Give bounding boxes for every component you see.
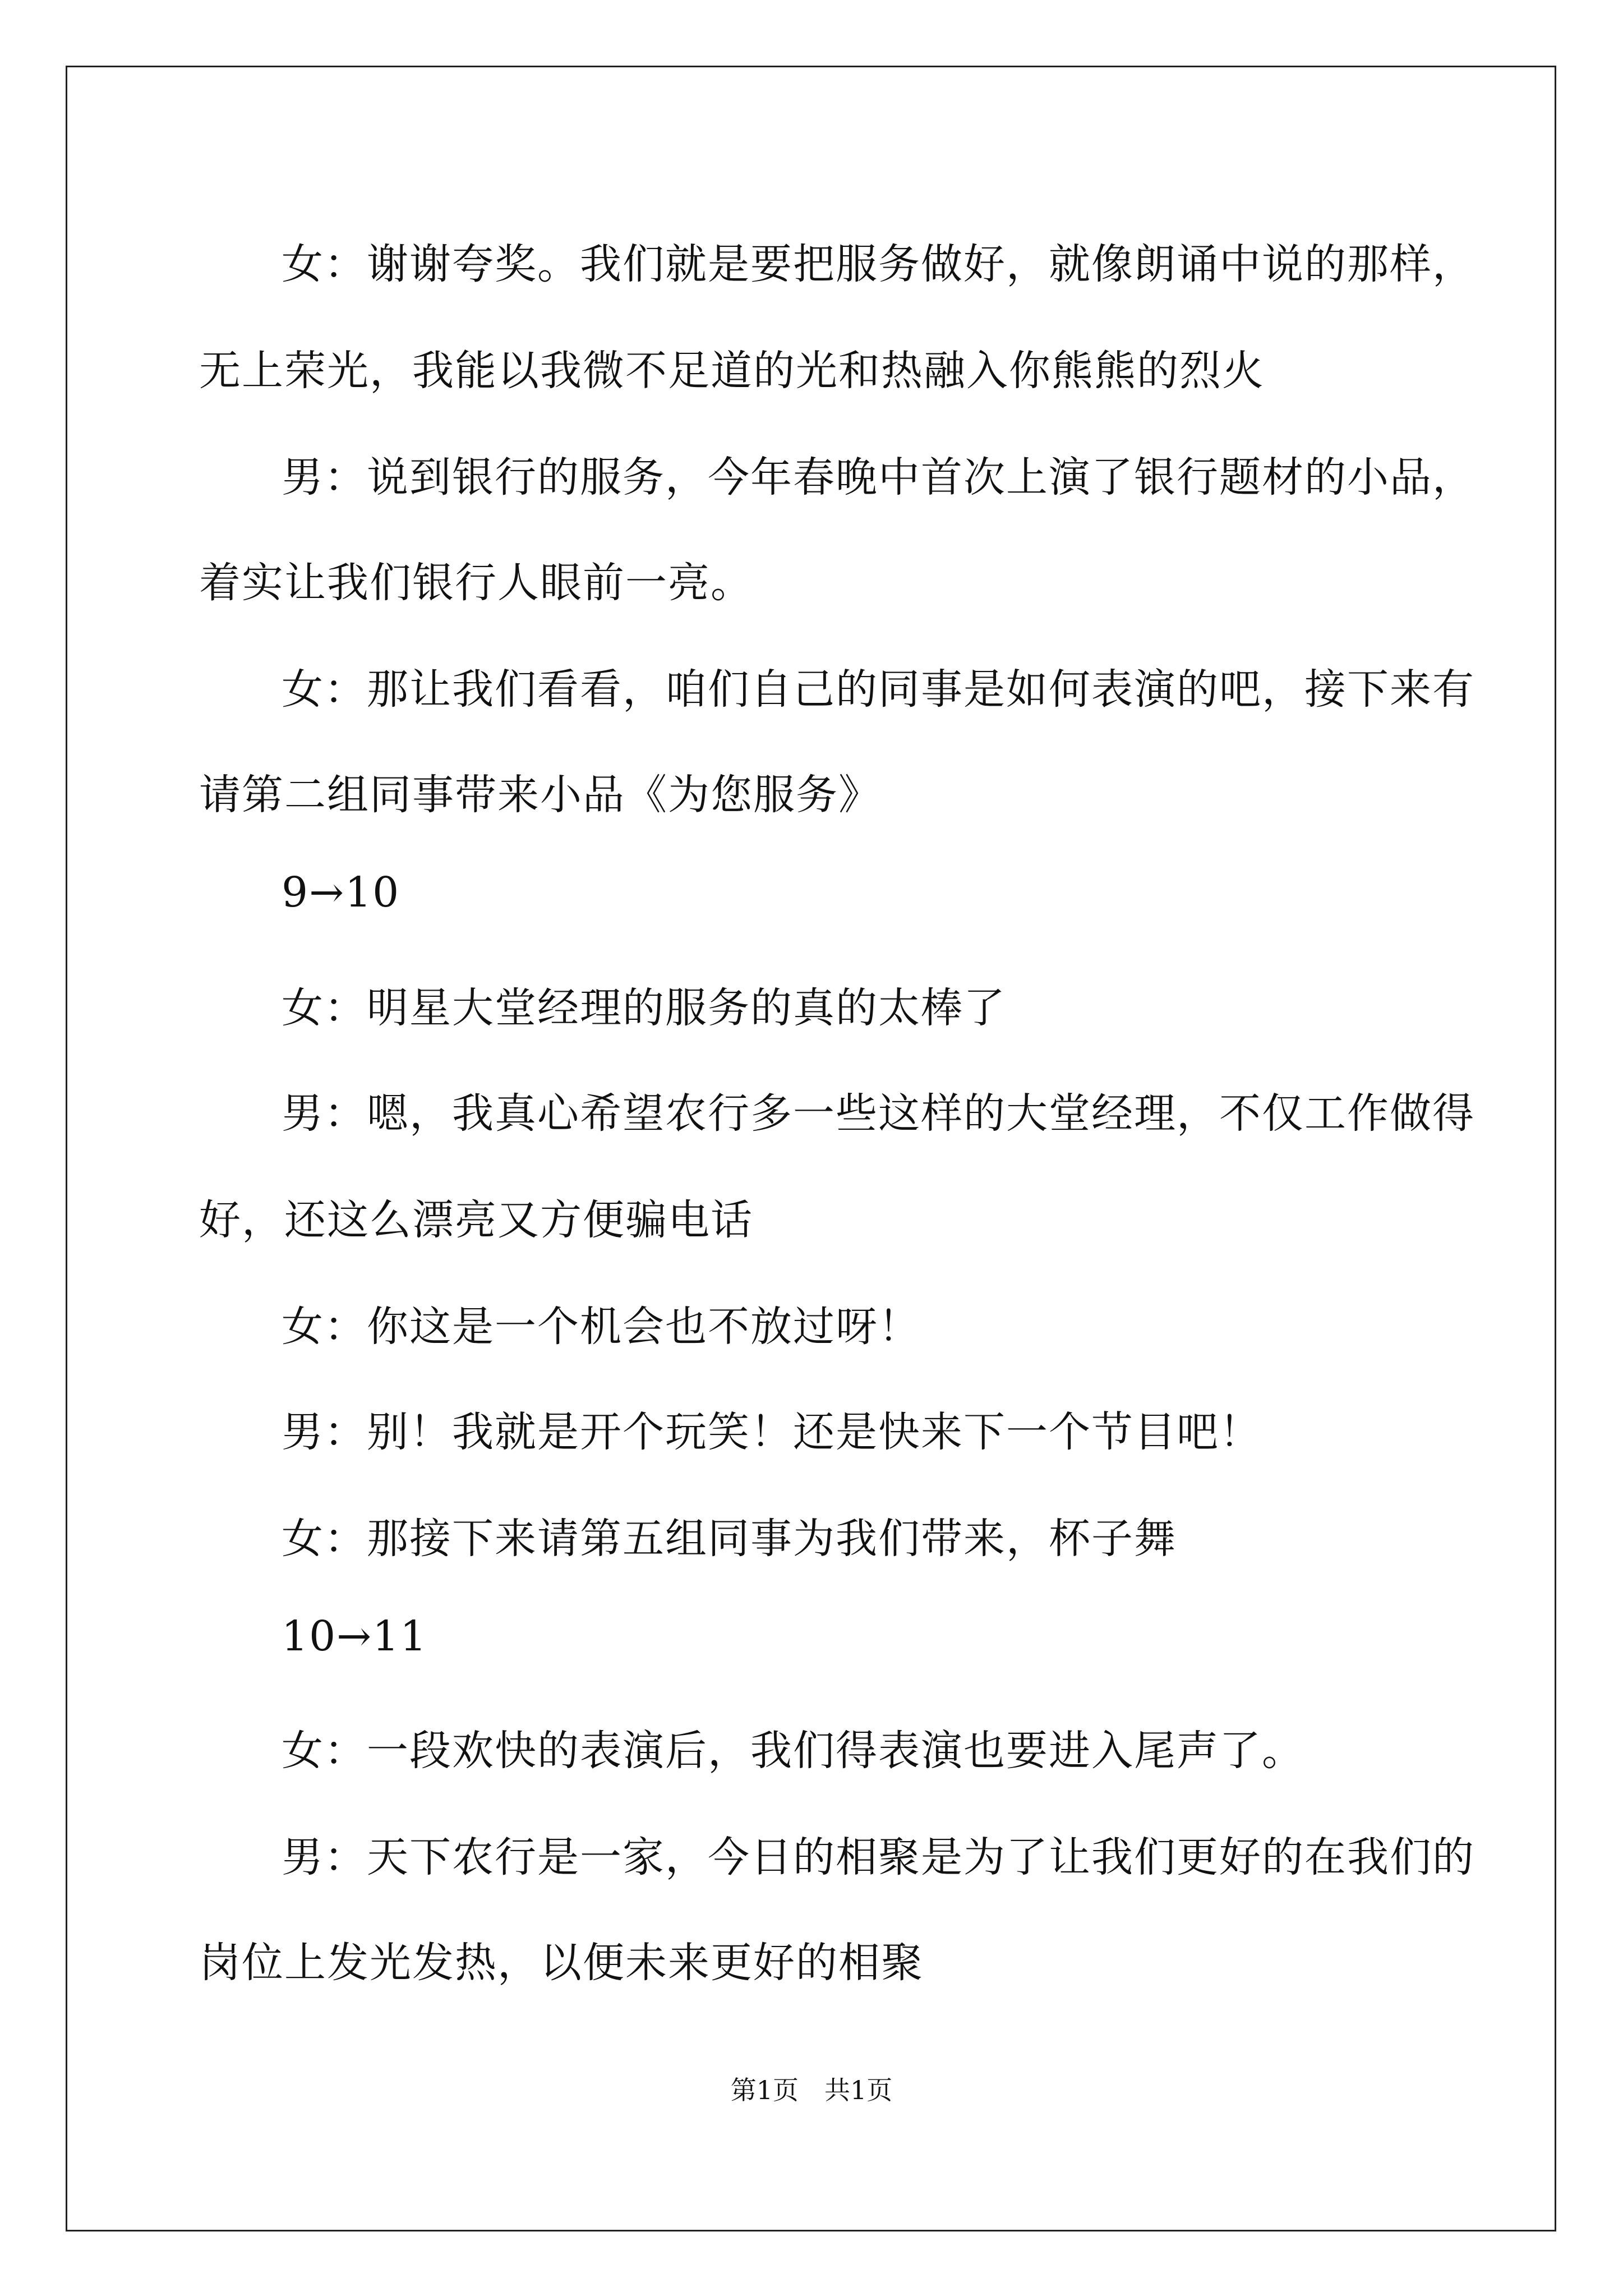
section-marker: 10→11 bbox=[282, 1612, 428, 1660]
paragraph-line: 岗位上发光发热，以便未来更好的相聚 bbox=[199, 1939, 924, 1987]
paragraph-line: 女：谢谢夸奖。我们就是要把服务做好，就像朗诵中说的那样， bbox=[282, 240, 1475, 288]
page-footer: 第1页 共1页 bbox=[730, 2075, 893, 2105]
paragraph-line: 男：别！我就是开个玩笑！还是快来下一个节目吧！ bbox=[282, 1408, 1262, 1456]
paragraph-line: 请第二组同事带来小品《为您服务》 bbox=[199, 771, 881, 819]
paragraph-line: 女：你这是一个机会也不放过呀！ bbox=[282, 1303, 921, 1351]
paragraph-line: 好，还这么漂亮又方便骗电话 bbox=[199, 1196, 753, 1244]
section-marker: 9→10 bbox=[282, 868, 400, 917]
paragraph-line: 着实让我们银行人眼前一亮。 bbox=[199, 559, 753, 607]
paragraph-line: 女：一段欢快的表演后，我们得表演也要进入尾声了。 bbox=[282, 1727, 1304, 1775]
paragraph-line: 男：天下农行是一家，今日的相聚是为了让我们更好的在我们的 bbox=[282, 1833, 1475, 1881]
paragraph-line: 男：说到银行的服务，今年春晚中首次上演了银行题材的小品， bbox=[282, 453, 1475, 501]
paragraph-line: 无上荣光，我能以我微不足道的光和热融入你熊熊的烈火 bbox=[199, 347, 1265, 395]
paragraph-line: 女：明星大堂经理的服务的真的太棒了 bbox=[282, 984, 1006, 1032]
paragraph-line: 女：那接下来请第五组同事为我们带来，杯子舞 bbox=[282, 1515, 1177, 1563]
paragraph-line: 女：那让我们看看，咱们自己的同事是如何表演的吧，接下来有 bbox=[282, 665, 1475, 714]
paragraph-line: 男：嗯，我真心希望农行多一些这样的大堂经理，不仅工作做得 bbox=[282, 1089, 1475, 1138]
